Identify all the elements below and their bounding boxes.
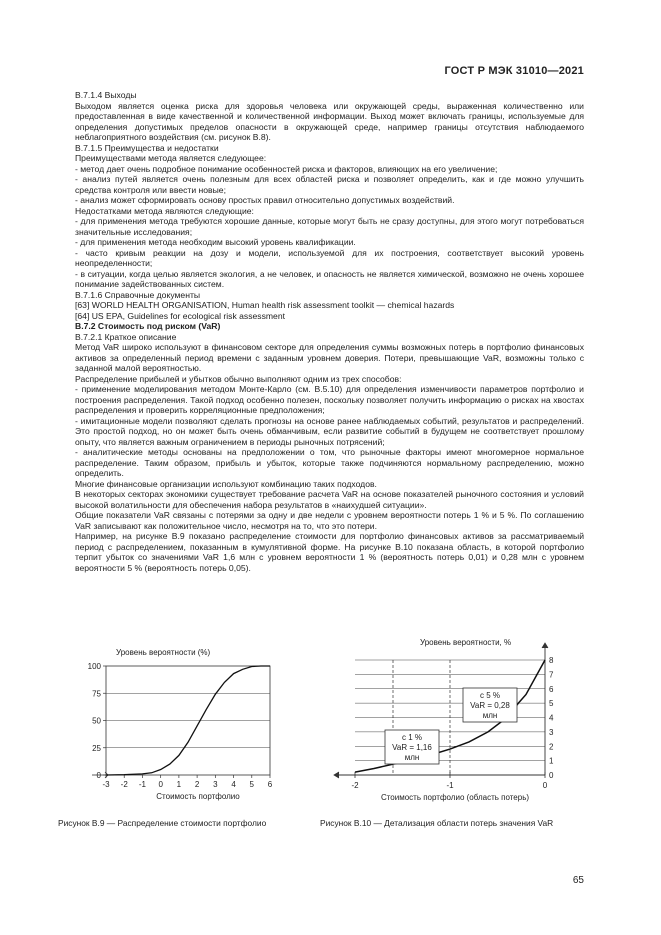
y-tick-label: 100	[87, 662, 101, 671]
x-axis-arrow	[334, 772, 339, 778]
paragraph: B.7.1.4 Выходы	[75, 90, 137, 100]
annotation-text: с 1 %	[401, 733, 423, 742]
figure-b9-chart	[70, 645, 300, 805]
x-axis-label: Стоимость портфолио (область потерь)	[380, 793, 530, 802]
paragraph: [64] US EPA, Guidelines for ecological risk assessment	[75, 310, 286, 321]
paragraph: B.7.2 Стоимость под риском (VaR)	[75, 321, 221, 331]
y-axis-label: Уровень вероятности (%)	[116, 648, 211, 657]
annotation-text: млн	[482, 711, 498, 720]
paragraph: Преимуществами метода является следующее:	[75, 153, 267, 163]
page-number: 65	[572, 875, 584, 886]
paragraph: - анализ может сформировать основу простых правил относительно допустимых воздействий.	[75, 195, 455, 205]
annotation-text: VaR = 0,28	[470, 701, 510, 710]
y-tick-label: 1	[549, 756, 554, 766]
paragraph: - часто кривым реакции на дозу и модели, используемой для их построения, соответствует высокий уровень неопределенности;	[75, 247, 584, 268]
x-tick-label: 0	[542, 781, 548, 790]
paragraph: B.7.1.5 Преимущества и недостатки	[75, 142, 219, 153]
paragraph: Например, на рисунке B.9 показано распределение стоимости для портфолио финансовых активов за рассматриваемый период с распределением, показанным в кумулятивной форме. На рисунке B.10 показана область, в которой портфолио терпит убыток со значениями VaR 1,6 млн с уровнем вероятности 1 % (вероятность потерь 0,01) и 0,28 млн с уровнем вероятности 5 % (вероятность потерь 0,05).	[75, 531, 584, 573]
x-tick-label: -1	[138, 780, 147, 789]
y-tick-label: 6	[549, 684, 554, 694]
figure-b9-caption: Рисунок B.9 — Распределение стоимости портфолио	[58, 818, 267, 828]
x-axis-label: Стоимость портфолио	[156, 792, 240, 801]
figure-b10-caption: Рисунок B.10 — Детализация области потерь значения VaR	[320, 818, 554, 828]
x-tick-label: 5	[249, 780, 255, 789]
y-tick-label: 2	[549, 742, 554, 752]
x-tick-label: 4	[231, 780, 236, 789]
y-tick-label: 8	[549, 656, 554, 665]
y-tick-label: 3	[549, 727, 554, 737]
paragraph: B.7.2.1 Краткое описание	[75, 331, 177, 342]
paragraph: - анализ путей является очень полезным для всех областей риска и позволяет определить, как и где можно улучшить средства контроля или ввести новые;	[75, 174, 584, 195]
paragraph: Общие показатели VaR связаны с потерями за одну и две недели с уровнем вероятности потерь 1 % и 5 %. По соглашению VaR записывают как положительное число, несмотря на то, что это потери.	[75, 510, 584, 531]
x-tick-label: 3	[213, 780, 218, 789]
annotation-text: млн	[404, 753, 420, 762]
paragraph: Многие финансовые организации используют комбинацию таких подходов.	[75, 478, 377, 489]
paragraph: - для применения метода требуются хорошие данные, которые могут быть не сразу доступны, для этого могут потребоваться значительные исследования;	[75, 216, 584, 237]
y-axis-arrow	[542, 643, 548, 648]
x-tick-label: -2	[351, 781, 359, 790]
paragraph: - имитационные модели позволяют сделать прогнозы на основе ранее наблюдаемых событий, результатов и распределений. Это простой подход, но он может быть очень обманчивым, если развитие событий в будущем не соответствует прошлому опыту, что является важным ограничением в периоды рыночных потрясений;	[75, 415, 584, 447]
paragraph: [63] WORLD HEALTH ORGANISATION, Human health risk assessment toolkit — chemical hazards	[75, 300, 455, 310]
paragraph: Распределение прибылей и убытков обычно выполняют одним из трех способов:	[75, 373, 402, 384]
x-tick-label: 6	[267, 780, 273, 789]
paragraph: Выходом является оценка риска для здоровья человека или окружающей среды, выраженная количественно или предоставленная в виде качественной и количественной информации. Выход может включать границы, используемые для определения допустимых пределов опасности в окружающей среде, например границы отсутствия наблюдаемого неблагоприятного воздействия (см. рисунок B.8).	[75, 100, 584, 142]
x-tick-label: 2	[194, 780, 200, 789]
x-tick-label: 1	[176, 780, 182, 789]
x-tick-label: -2	[120, 780, 128, 789]
body-text	[75, 90, 584, 573]
x-tick-label: -3	[102, 780, 110, 789]
annotation-text: VaR = 1,16	[392, 743, 432, 752]
y-tick-label: 25	[92, 743, 101, 753]
y-tick-label: 0	[549, 771, 554, 780]
paragraph: - метод дает очень подробное понимание особенностей риска и факторов, влияющих на его увеличение;	[75, 163, 498, 174]
x-tick-label: 0	[158, 780, 163, 789]
y-tick-label: 50	[92, 716, 101, 726]
paragraph: - аналитические методы основаны на предположении о том, что рыночные факторы имеют многомерное нормальное распределение. Таким образом, прибыль и убыток, которые также подчиняются нормальному распределению, можно определить.	[75, 447, 584, 478]
document-id: ГОСТ Р МЭК 31010—2021	[444, 65, 584, 77]
paragraph: B.7.1.6 Справочные документы	[75, 289, 201, 300]
paragraph: - применение моделирования методом Монте-Карло (см. B.5.10) для определения изменчивости параметров портфолио и построения распределения. Такой подход особенно полезен, поскольку позволяет получить информацию о рисках на хвостах распределения и проверить корреляционные предположения;	[75, 384, 584, 415]
x-tick-label: -1	[446, 781, 454, 790]
annotation-text: с 5 %	[479, 691, 501, 700]
y-tick-label: 7	[549, 670, 554, 680]
paragraph: Недостатками метода являются следующие:	[75, 205, 254, 216]
y-tick-label: 0	[96, 771, 101, 780]
y-axis-label: Уровень вероятности, %	[420, 638, 512, 647]
paragraph: - для применения метода необходим высокий уровень квалификации.	[75, 237, 356, 247]
paragraph: Метод VaR широко используют в финансовом секторе для определения суммы возможных потерь в портфолио финансовых активов за определенный период времени с заданным уровнем доверия. Потери, превышающие VaR, возможны только с заданной малой вероятностью.	[75, 342, 584, 373]
paragraph: - в ситуации, когда целью является экология, а не человек, и опасность не является химической, возможно не очень хорошее понимание задействованных систем.	[75, 268, 584, 289]
y-tick-label: 75	[92, 689, 101, 699]
figure-b10-chart	[315, 630, 585, 808]
paragraph: В некоторых секторах экономики существует требование расчета VaR на основе показателей рыночного состояния и условий высокой волатильности для обеспечения набора результатов в «наихудшей ситуации».	[75, 489, 584, 510]
y-tick-label: 4	[549, 713, 554, 723]
y-tick-label: 5	[549, 699, 554, 709]
